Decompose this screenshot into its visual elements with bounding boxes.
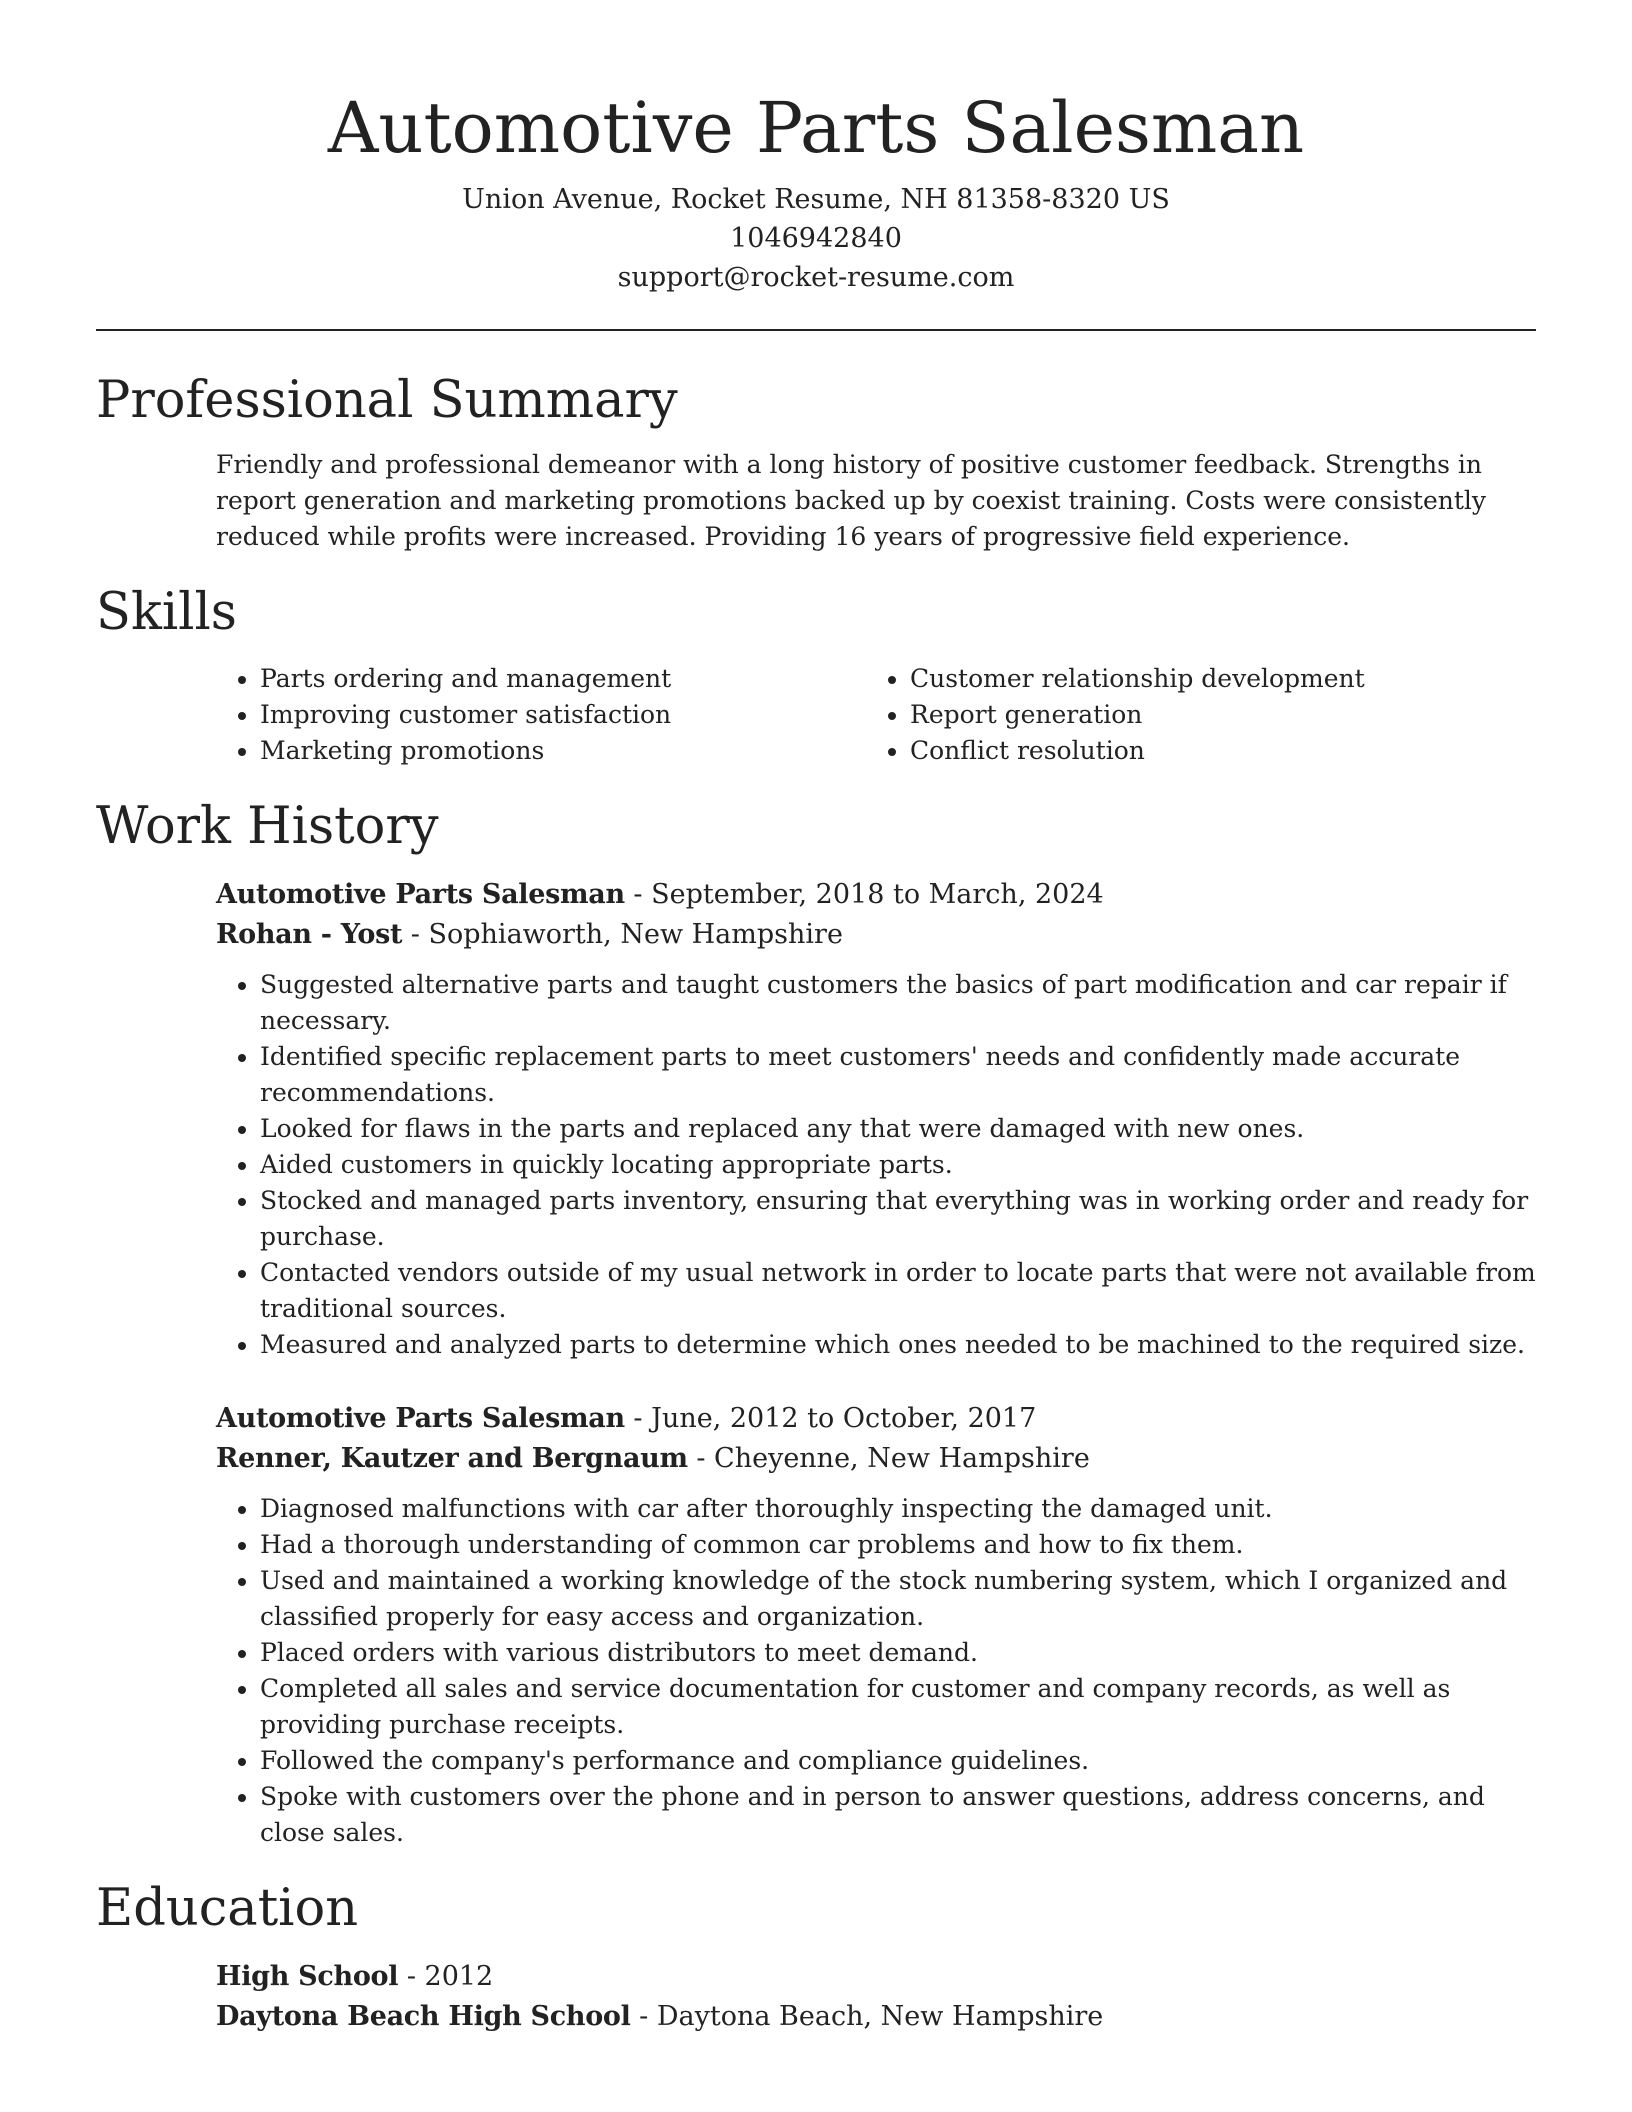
work-history-title: Work History: [96, 797, 439, 856]
skill-item: • Marketing promotions: [260, 733, 866, 769]
job-bullet: • Measured and analyzed parts to determine which ones needed to be machined to the required size.: [260, 1327, 1536, 1363]
job-position: Automotive Parts Salesman: [216, 1403, 625, 1434]
job-dates: - June, 2012 to October, 2017: [624, 1403, 1037, 1434]
job-bullet: • Completed all sales and service documentation for customer and company records, as well as providing purchase receipts.: [260, 1671, 1536, 1743]
education-degree: High School: [216, 1961, 399, 1992]
work-history-section: [96, 797, 1536, 1851]
address: Union Avenue, Rocket Resume, NH 81358-8320 US: [462, 184, 1170, 215]
education-location: - Daytona Beach, New Hampshire: [630, 2001, 1104, 2032]
skills-list-left: [216, 661, 866, 769]
job-bullet: • Placed orders with various distributors to meet demand.: [260, 1635, 1536, 1671]
candidate-title: Automotive Parts Salesman: [327, 87, 1305, 169]
education-section: [96, 1879, 1536, 2037]
education-title: Education: [96, 1879, 359, 1938]
job-bullet: • Identified specific replacement parts to meet customers' needs and confidently made accurate recommendations.: [260, 1039, 1536, 1111]
skill-item: • Conflict resolution: [910, 733, 1516, 769]
skill-item: • Improving customer satisfaction: [260, 697, 866, 733]
summary-title: Professional Summary: [96, 371, 678, 430]
resume-header: [96, 0, 1536, 297]
job-dates: - September, 2018 to March, 2024: [624, 879, 1104, 910]
job-bullet: • Used and maintained a working knowledge of the stock numbering system, which I organized and classified properly for easy access and organization.: [260, 1563, 1536, 1635]
job-bullet: • Diagnosed malfunctions with car after thoroughly inspecting the damaged unit.: [260, 1491, 1536, 1527]
education-degree-line: [216, 1957, 1536, 1997]
skill-item: • Parts ordering and management: [260, 661, 866, 697]
summary-section: [96, 371, 1536, 555]
header-divider: [96, 329, 1536, 331]
job-title-line: [216, 875, 1536, 915]
job-company-line: [216, 1439, 1536, 1479]
summary-text: Friendly and professional demeanor with a long history of positive customer feedback. Strengths in report generation and marketing promotions backed up by coexist training. Costs were consistently reduced while profits were increased. Providing 16 years of progressive field experience.: [216, 450, 1487, 551]
job-bullet: • Suggested alternative parts and taught customers the basics of part modification and car repair if necessary.: [260, 967, 1536, 1039]
job-entry: [216, 1399, 1536, 1851]
job-bullet: • Spoke with customers over the phone and in person to answer questions, address concerns, and close sales.: [260, 1779, 1536, 1851]
skills-list-right: [866, 661, 1516, 769]
skill-item: • Customer relationship development: [910, 661, 1516, 697]
education-year: - 2012: [398, 1961, 494, 1992]
resume-page: [96, 0, 1536, 2037]
job-company-line: [216, 915, 1536, 955]
job-location: - Cheyenne, New Hampshire: [687, 1443, 1090, 1474]
job-location: - Sophiaworth, New Hampshire: [402, 919, 843, 950]
job-bullet: • Looked for flaws in the parts and replaced any that were damaged with new ones.: [260, 1111, 1536, 1147]
job-company: Rohan - Yost: [216, 919, 403, 950]
education-entry: [216, 1957, 1536, 2037]
job-bullets: [216, 1491, 1536, 1851]
job-position: Automotive Parts Salesman: [216, 879, 625, 910]
job-bullets: [216, 967, 1536, 1363]
skills-title: Skills: [96, 583, 237, 642]
skill-item: • Report generation: [910, 697, 1516, 733]
education-school-line: [216, 1997, 1536, 2037]
job-bullet: • Aided customers in quickly locating appropriate parts.: [260, 1147, 1536, 1183]
job-bullet: • Contacted vendors outside of my usual network in order to locate parts that were not available from traditional sources.: [260, 1255, 1536, 1327]
skills-grid: [216, 661, 1536, 769]
education-school: Daytona Beach High School: [216, 2001, 631, 2032]
skills-section: [96, 583, 1536, 769]
job-company: Renner, Kautzer and Bergnaum: [216, 1443, 688, 1474]
job-bullet: • Had a thorough understanding of common car problems and how to fix them.: [260, 1527, 1536, 1563]
job-entry: [216, 875, 1536, 1363]
job-bullet: • Stocked and managed parts inventory, ensuring that everything was in working order and ready for purchase.: [260, 1183, 1536, 1255]
email: support@rocket-resume.com: [617, 262, 1015, 293]
job-title-line: [216, 1399, 1536, 1439]
phone: 1046942840: [730, 223, 902, 254]
contact-block: [96, 180, 1536, 297]
job-bullet: • Followed the company's performance and compliance guidelines.: [260, 1743, 1536, 1779]
